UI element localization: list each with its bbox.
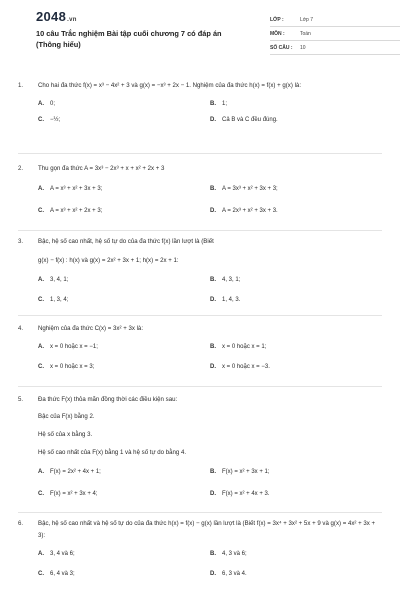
option-d[interactable]: D. 1, 4, 3. (210, 297, 241, 303)
question-text: 3. Bậc, hệ số cao nhất, hệ số tự do của đa thức f(x) lần lượt là (Biết (18, 236, 382, 248)
option-c[interactable]: C. A = x³ + x² + 2x + 3; (38, 208, 103, 214)
option-c[interactable]: C. x = 0 hoặc x = 3; (38, 364, 95, 370)
question-number: 3. (18, 238, 24, 245)
option-b[interactable]: B. A = 3x³ + x² + 3x + 3; (210, 186, 278, 192)
question-text: 4. Nghiệm của đa thức C(x) = 3x² + 3x là: (18, 323, 382, 335)
option-d[interactable]: D. A = 2x³ + x² + 3x + 3. (210, 208, 278, 214)
condition-line: Hệ số cao nhất của F(x) bằng 1 và hệ số tự do bằng 4. (38, 449, 187, 456)
option-b[interactable]: B. 1; (210, 101, 228, 107)
meta-key: SỐ CÂU : (270, 45, 293, 51)
option-d[interactable]: D. F(x) = x² + 4x + 3. (210, 491, 270, 497)
option-d[interactable]: D. Cả B và C đều đúng. (210, 117, 278, 123)
option-list (18, 464, 382, 502)
meta-row-subject (270, 28, 400, 41)
option-c[interactable]: C. −½; (38, 117, 61, 123)
divider (18, 315, 382, 316)
divider (18, 230, 382, 231)
option-list (18, 181, 382, 219)
option-a[interactable]: A. 0; (38, 101, 56, 107)
option-d[interactable]: D. 6, 3 và 4. (210, 571, 247, 577)
question-number: 6. (18, 520, 24, 527)
option-list (18, 339, 382, 375)
option-a[interactable]: A. 3, 4 và 6; (38, 551, 75, 557)
option-c[interactable]: C. F(x) = x² + 3x + 4; (38, 491, 98, 497)
question-number: 2. (18, 165, 24, 172)
option-d[interactable]: D. x = 0 hoặc x = −3. (210, 364, 270, 370)
question-number: 5. (18, 396, 24, 403)
meta-key: LỚP : (270, 17, 284, 23)
question-number: 4. (18, 325, 24, 332)
condition-line: Bậc của F(x) bằng 2. (38, 413, 95, 420)
divider (18, 512, 382, 513)
question-5 (18, 394, 382, 502)
option-b[interactable]: B. x = 0 hoặc x = 1; (210, 344, 267, 350)
question-text: 2. Thu gọn đa thức A = 3x³ − 2x³ + x + x² + 2x + 3 (18, 163, 382, 175)
option-list (18, 272, 382, 308)
meta-value: 10 (300, 45, 306, 51)
option-c[interactable]: C. 1, 3, 4; (38, 297, 69, 303)
meta-value: Lớp 7 (300, 17, 314, 23)
meta-row-class (270, 14, 400, 27)
option-a[interactable]: A. F(x) = 2x² + 4x + 1; (38, 469, 101, 475)
option-b[interactable]: B. 4, 3, 1; (210, 277, 241, 283)
question-4 (18, 323, 382, 375)
brand-logo[interactable]: 2048.vn (36, 9, 77, 24)
question-text: 6. Bậc, hệ số cao nhất và hệ số tự do của đa thức h(x) = f(x) − g(x) lần lượt là (Biết f(x) = 3x⁴ + 3x² + 5x + 9 và g(x) = 4x² + 3x + 3): (18, 520, 376, 539)
question-6 (18, 518, 382, 582)
meta-row-count (270, 42, 400, 55)
question-1 (18, 80, 382, 128)
question-2 (18, 163, 382, 219)
question-3 (18, 236, 382, 308)
worksheet-header (18, 0, 382, 58)
condition-line: Hệ số của x bằng 3. (38, 431, 93, 438)
question-text: 5. Đa thức F(x) thỏa mãn đồng thời các điều kiện sau: (18, 394, 382, 406)
question-detail: g(x) − f(x) : h(x) và g(x) = 2x² + 3x + 1; h(x) = 2x + 1: (38, 257, 179, 264)
option-a[interactable]: A. 3, 4, 1; (38, 277, 69, 283)
option-a[interactable]: A. A = x³ + x² + 3x + 3; (38, 186, 103, 192)
option-b[interactable]: B. 4, 3 và 6; (210, 551, 247, 557)
option-c[interactable]: C. 6, 4 và 3; (38, 571, 75, 577)
meta-value: Toán (300, 31, 311, 37)
option-list (18, 96, 382, 128)
meta-panel (270, 14, 400, 56)
option-a[interactable]: A. x = 0 hoặc x = −1; (38, 344, 98, 350)
divider (18, 386, 382, 387)
question-text: 1. Cho hai đa thức f(x) = x³ − 4x² + 3 và g(x) = −x³ + 2x − 1. Nghiệm của đa thức h(x) = f(x) + g(x) là: (18, 80, 382, 92)
question-number: 1. (18, 82, 24, 89)
divider (18, 153, 382, 154)
option-b[interactable]: B. F(x) = x² + 3x + 1; (210, 469, 270, 475)
meta-key: MÔN : (270, 31, 285, 37)
worksheet-title: 10 câu Trắc nghiệm Bài tập cuối chương 7 có đáp án (Thông hiểu) (36, 29, 222, 49)
option-list (18, 546, 382, 582)
